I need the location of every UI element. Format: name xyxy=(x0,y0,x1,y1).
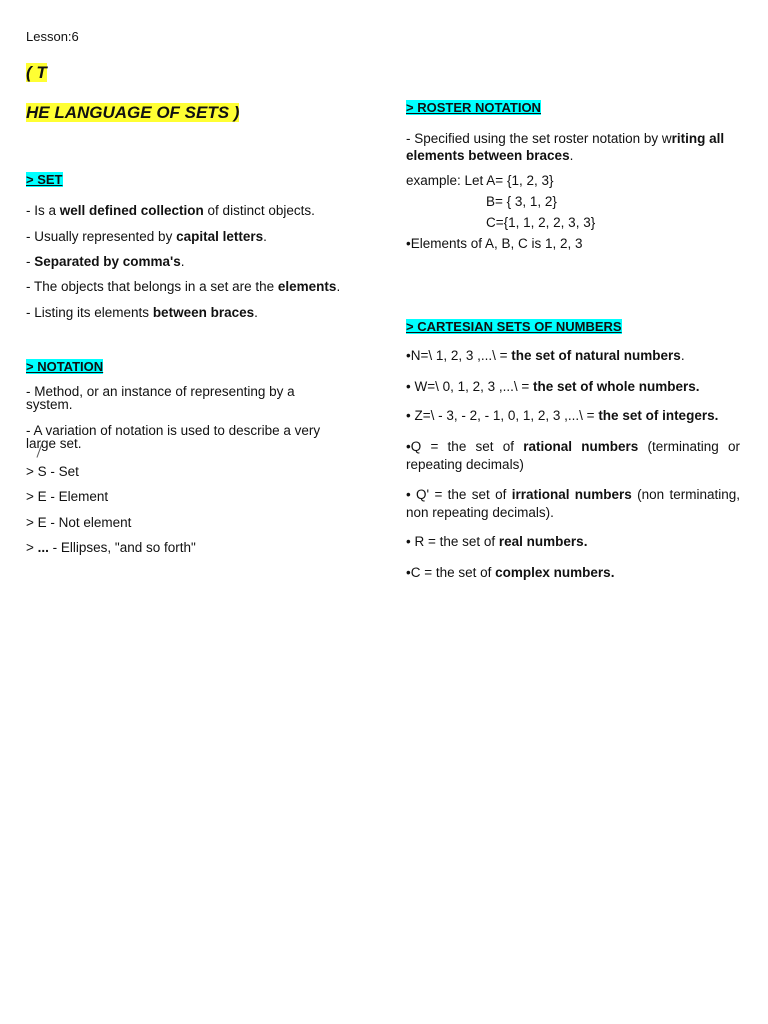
notation-heading: > NOTATION xyxy=(26,359,104,374)
set-item-5: - Listing its elements between braces. xyxy=(26,305,258,320)
roster-conclusion: •Elements of A, B, C is 1, 2, 3 xyxy=(406,236,583,251)
set-heading: > SET xyxy=(26,172,63,187)
roster-example-a: example: Let A= {1, 2, 3} xyxy=(406,173,554,188)
cartesian-irrational: • Q' = the set of irrational numbers (non terminating, non repeating decimals). xyxy=(406,487,740,520)
cartesian-integers: • Z=\ - 3, - 2, - 1, 0, 1, 2, 3 ,...\ = the set of integers. xyxy=(406,408,719,423)
cartesian-heading: > CARTESIAN SETS OF NUMBERS xyxy=(406,319,622,334)
set-item-2: - Usually represented by capital letters. xyxy=(26,229,267,244)
title-line-2: HE LANGUAGE OF SETS ) xyxy=(26,103,240,122)
lesson-label: Lesson:6 xyxy=(26,29,79,44)
cartesian-rational: •Q = the set of rational numbers (terminating or repeating decimals) xyxy=(406,439,740,472)
notation-variation: - A variation of notation is used to describe a very large set. xyxy=(26,423,321,451)
notation-definition: - Method, or an instance of representing by a system. xyxy=(26,384,295,412)
title-line-1: ( T xyxy=(26,63,47,82)
set-item-1: - Is a well defined collection of distinct objects. xyxy=(26,203,315,218)
cartesian-real: • R = the set of real numbers. xyxy=(406,534,588,549)
notation-item-element: > E - Element xyxy=(26,489,109,504)
cartesian-complex: •C = the set of complex numbers. xyxy=(406,565,615,580)
cartesian-natural: •N=\ 1, 2, 3 ,...\ = the set of natural numbers. xyxy=(406,348,685,363)
notation-item-not-element: > E - Not element xyxy=(26,515,132,530)
roster-example-b: B= { 3, 1, 2} xyxy=(486,194,557,209)
notation-item-ellipses: > ... - Ellipses, "and so forth" xyxy=(26,540,196,555)
roster-example-c: C={1, 1, 2, 2, 3, 3} xyxy=(486,215,596,230)
set-item-4: - The objects that belongs in a set are the elements. xyxy=(26,279,341,294)
notation-item-set: > S - Set xyxy=(26,464,79,479)
set-item-3: - Separated by comma's. xyxy=(26,254,185,269)
cartesian-whole: • W=\ 0, 1, 2, 3 ,...\ = the set of whole numbers. xyxy=(406,379,700,394)
roster-description: - Specified using the set roster notation by writing all elements between braces. xyxy=(406,131,725,163)
roster-heading: > ROSTER NOTATION xyxy=(406,100,541,115)
